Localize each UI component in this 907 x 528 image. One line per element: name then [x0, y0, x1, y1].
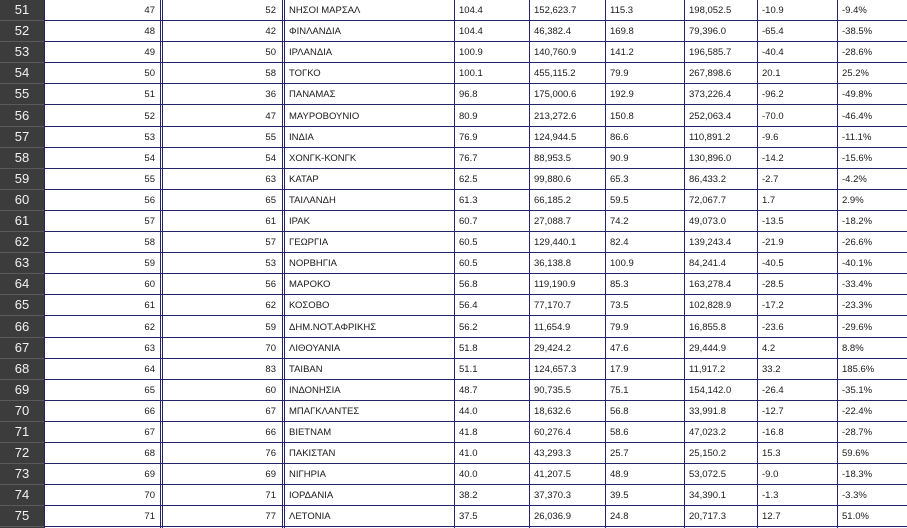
- gridline: [454, 0, 455, 528]
- value2-cell[interactable]: 455,115.2: [534, 68, 576, 80]
- value4-cell[interactable]: 198,052.5: [689, 5, 732, 16]
- country-cell[interactable]: ΙΟΡΔΑΝΙΑ: [289, 490, 334, 502]
- value4-cell[interactable]: 16,855.8: [689, 321, 726, 333]
- value2-cell[interactable]: 27,088.7: [534, 216, 571, 227]
- row-number[interactable]: 52: [0, 21, 44, 42]
- diff-cell[interactable]: 4.2: [762, 342, 776, 354]
- row-number[interactable]: 62: [0, 232, 44, 253]
- rank-cell[interactable]: 62: [144, 321, 155, 333]
- value3-cell[interactable]: 79.9: [610, 321, 629, 333]
- country-cell[interactable]: ΝΟΡΒΗΓΙΑ: [289, 258, 337, 270]
- value4-cell[interactable]: 86,433.2: [689, 173, 726, 185]
- rank-cell[interactable]: 50: [144, 68, 155, 80]
- rank-cell[interactable]: 64: [144, 363, 155, 375]
- rank-cell[interactable]: 49: [144, 47, 155, 59]
- value1-cell[interactable]: 80.9: [459, 110, 478, 122]
- value1-cell[interactable]: 60.5: [459, 237, 478, 249]
- row-number[interactable]: 68: [0, 359, 44, 380]
- diff-cell[interactable]: -13.5: [762, 216, 784, 227]
- row-number[interactable]: 70: [0, 401, 44, 422]
- value3-cell[interactable]: 58.6: [610, 427, 629, 438]
- gridline: [160, 0, 161, 528]
- percent-cell[interactable]: -11.1%: [842, 131, 872, 143]
- country-cell[interactable]: ΚΟΣΟΒΟ: [289, 300, 330, 312]
- value3-cell[interactable]: 59.5: [610, 194, 629, 206]
- country-cell[interactable]: ΝΙΓΗΡΙΑ: [289, 469, 326, 481]
- percent-cell[interactable]: -28.7%: [842, 427, 873, 438]
- value4-cell[interactable]: 154,142.0: [689, 384, 732, 396]
- value3-cell[interactable]: 25.7: [610, 448, 629, 460]
- prev-rank-cell[interactable]: 60: [265, 384, 276, 396]
- percent-cell[interactable]: 59.6%: [842, 448, 869, 460]
- value4-cell[interactable]: 267,898.6: [689, 68, 732, 80]
- value1-cell[interactable]: 61.3: [459, 194, 478, 206]
- diff-cell[interactable]: -23.6: [762, 321, 784, 333]
- value3-cell[interactable]: 73.5: [610, 300, 629, 312]
- rank-cell[interactable]: 60: [144, 279, 155, 291]
- value2-cell[interactable]: 43,293.3: [534, 448, 571, 460]
- country-cell[interactable]: ΦΙΝΛΑΝΔΙΑ: [289, 26, 341, 38]
- country-cell[interactable]: ΜΑΥΡΟΒΟΥΝΙΟ: [289, 110, 360, 122]
- value2-cell[interactable]: 26,036.9: [534, 511, 571, 523]
- percent-cell[interactable]: -3.3%: [842, 490, 867, 502]
- diff-cell[interactable]: -96.2: [762, 89, 784, 101]
- diff-cell[interactable]: -10.9: [762, 5, 784, 16]
- value4-cell[interactable]: 79,396.0: [689, 26, 726, 38]
- value1-cell[interactable]: 40.0: [459, 469, 478, 481]
- value3-cell[interactable]: 75.1: [610, 384, 629, 396]
- diff-cell[interactable]: -40.4: [762, 47, 784, 59]
- percent-cell[interactable]: -35.1%: [842, 384, 873, 396]
- diff-cell[interactable]: -9.0: [762, 469, 779, 481]
- prev-rank-cell[interactable]: 55: [265, 131, 276, 143]
- value4-cell[interactable]: 34,390.1: [689, 490, 726, 502]
- rank-cell[interactable]: 59: [144, 258, 155, 270]
- value2-cell[interactable]: 90,735.5: [534, 384, 571, 396]
- country-cell[interactable]: ΙΡΛΑΝΔΙΑ: [289, 47, 333, 59]
- rank-cell[interactable]: 65: [144, 384, 155, 396]
- value1-cell[interactable]: 37.5: [459, 511, 478, 523]
- country-cell[interactable]: ΝΗΣΟΙ ΜΑΡΣΑΛ: [289, 5, 361, 16]
- value2-cell[interactable]: 99,880.6: [534, 173, 571, 185]
- gridline: [605, 0, 606, 528]
- diff-cell[interactable]: 20.1: [762, 68, 781, 80]
- prev-rank-cell[interactable]: 62: [265, 300, 276, 312]
- percent-cell[interactable]: -18.3%: [842, 469, 873, 481]
- prev-rank-cell[interactable]: 71: [265, 490, 276, 502]
- value1-cell[interactable]: 96.8: [459, 89, 478, 101]
- rank-cell[interactable]: 57: [144, 216, 155, 227]
- value2-cell[interactable]: 175,000.6: [534, 89, 577, 101]
- value3-cell[interactable]: 141.2: [610, 47, 634, 59]
- diff-cell[interactable]: -65.4: [762, 26, 784, 38]
- value3-cell[interactable]: 90.9: [610, 152, 629, 164]
- gridline: [757, 0, 758, 528]
- prev-rank-cell[interactable]: 56: [265, 279, 276, 291]
- row-number[interactable]: 60: [0, 190, 44, 211]
- value3-cell[interactable]: 74.2: [610, 216, 629, 227]
- country-cell[interactable]: ΓΕΩΡΓΙΑ: [289, 237, 329, 249]
- row-number[interactable]: 64: [0, 274, 44, 295]
- rank-cell[interactable]: 66: [144, 405, 155, 417]
- prev-rank-cell[interactable]: 50: [265, 47, 276, 59]
- value4-cell[interactable]: 196,585.7: [689, 47, 732, 59]
- country-cell[interactable]: ΠΑΝΑΜΑΣ: [289, 89, 336, 101]
- rank-cell[interactable]: 58: [144, 237, 155, 249]
- value4-cell[interactable]: 252,063.4: [689, 110, 732, 122]
- value3-cell[interactable]: 86.6: [610, 131, 629, 143]
- row-number[interactable]: 55: [0, 84, 44, 105]
- rank-cell[interactable]: 51: [144, 89, 155, 101]
- row-number[interactable]: 73: [0, 464, 44, 485]
- rank-cell[interactable]: 53: [144, 131, 155, 143]
- row-number[interactable]: 58: [0, 148, 44, 169]
- percent-cell[interactable]: -22.4%: [842, 405, 873, 417]
- row-number[interactable]: 71: [0, 422, 44, 443]
- country-cell[interactable]: ΧΟΝΓΚ-ΚΟΝΓΚ: [289, 152, 357, 164]
- value1-cell[interactable]: 41.8: [459, 427, 478, 438]
- gridline: [529, 0, 530, 528]
- value2-cell[interactable]: 213,272.6: [534, 110, 577, 122]
- value4-cell[interactable]: 53,072.5: [689, 469, 726, 481]
- rank-cell[interactable]: 48: [144, 26, 155, 38]
- country-cell[interactable]: ΜΠΑΓΚΛΑΝΤΕΣ: [289, 405, 360, 417]
- value4-cell[interactable]: 47,023.2: [689, 427, 726, 438]
- percent-cell[interactable]: -33.4%: [842, 279, 873, 291]
- country-cell[interactable]: ΤΑΙΛΑΝΔΗ: [289, 194, 336, 206]
- country-cell[interactable]: ΔΗΜ.ΝΟΤ.ΑΦΡΙΚΗΣ: [289, 321, 377, 333]
- country-cell[interactable]: ΤΑΙΒΑΝ: [289, 363, 323, 375]
- country-cell[interactable]: ΒΙΕΤΝΑΜ: [289, 427, 332, 438]
- gridline: [684, 0, 685, 528]
- value3-cell[interactable]: 150.8: [610, 110, 634, 122]
- prev-rank-cell[interactable]: 69: [265, 469, 276, 481]
- value2-cell[interactable]: 129,440.1: [534, 237, 577, 249]
- percent-cell[interactable]: 185.6%: [842, 363, 875, 375]
- value3-cell[interactable]: 17.9: [610, 363, 629, 375]
- rank-cell[interactable]: 61: [144, 300, 155, 312]
- value3-cell[interactable]: 82.4: [610, 237, 629, 249]
- row-number[interactable]: 51: [0, 0, 44, 21]
- value1-cell[interactable]: 100.1: [459, 68, 483, 80]
- value4-cell[interactable]: 25,150.2: [689, 448, 726, 460]
- gridline: [284, 0, 285, 528]
- country-cell[interactable]: ΙΡΑΚ: [289, 216, 310, 227]
- prev-rank-cell[interactable]: 66: [265, 427, 276, 438]
- country-cell[interactable]: ΙΝΔΟΝΗΣΙΑ: [289, 384, 341, 396]
- country-cell[interactable]: ΙΝΔΙΑ: [289, 131, 314, 143]
- value1-cell[interactable]: 104.4: [459, 5, 483, 16]
- rank-cell[interactable]: 71: [144, 511, 155, 523]
- gridline: [162, 0, 163, 528]
- prev-rank-cell[interactable]: 76: [265, 448, 276, 460]
- value1-cell[interactable]: 60.5: [459, 258, 478, 270]
- prev-rank-cell[interactable]: 70: [265, 342, 276, 354]
- diff-cell[interactable]: -14.2: [762, 152, 784, 164]
- prev-rank-cell[interactable]: 58: [265, 68, 276, 80]
- value1-cell[interactable]: 44.0: [459, 405, 478, 417]
- gridline: [837, 0, 838, 528]
- value2-cell[interactable]: 152,623.7: [534, 5, 577, 16]
- row-number[interactable]: 67: [0, 338, 44, 359]
- value1-cell[interactable]: 41.0: [459, 448, 478, 460]
- value3-cell[interactable]: 100.9: [610, 258, 634, 270]
- diff-cell[interactable]: 15.3: [762, 448, 781, 460]
- value3-cell[interactable]: 24.8: [610, 511, 629, 523]
- percent-cell[interactable]: -46.4%: [842, 110, 873, 122]
- value1-cell[interactable]: 56.8: [459, 279, 478, 291]
- diff-cell[interactable]: -70.0: [762, 110, 784, 122]
- gridline: [45, 526, 907, 527]
- value1-cell[interactable]: 38.2: [459, 490, 478, 502]
- diff-cell[interactable]: -26.4: [762, 384, 784, 396]
- diff-cell[interactable]: -1.3: [762, 490, 779, 502]
- value3-cell[interactable]: 47.6: [610, 342, 629, 354]
- country-cell[interactable]: ΛΕΤΟΝΙΑ: [289, 511, 331, 523]
- row-number[interactable]: 53: [0, 42, 44, 63]
- value3-cell[interactable]: 192.9: [610, 89, 634, 101]
- value4-cell[interactable]: 11,917.2: [689, 363, 726, 375]
- value2-cell[interactable]: 11,654.9: [534, 321, 571, 333]
- row-number[interactable]: 61: [0, 211, 44, 232]
- value2-cell[interactable]: 119,190.9: [534, 279, 576, 291]
- diff-cell[interactable]: -21.9: [762, 237, 784, 249]
- row-number[interactable]: 59: [0, 169, 44, 190]
- value3-cell[interactable]: 56.8: [610, 405, 629, 417]
- rank-cell[interactable]: 47: [144, 5, 155, 16]
- diff-cell[interactable]: 33.2: [762, 363, 781, 375]
- row-number[interactable]: 72: [0, 443, 44, 464]
- country-cell[interactable]: ΚΑΤΑΡ: [289, 173, 319, 185]
- percent-cell[interactable]: -38.5%: [842, 26, 873, 38]
- value1-cell[interactable]: 51.1: [459, 363, 478, 375]
- country-cell[interactable]: ΠΑΚΙΣΤΑΝ: [289, 448, 336, 460]
- row-number[interactable]: 54: [0, 63, 44, 84]
- value4-cell[interactable]: 84,241.4: [689, 258, 726, 270]
- percent-cell[interactable]: -49.8%: [842, 89, 873, 101]
- percent-cell[interactable]: 8.8%: [842, 342, 864, 354]
- diff-cell[interactable]: 1.7: [762, 194, 776, 206]
- percent-cell[interactable]: -9.4%: [842, 5, 867, 16]
- diff-cell[interactable]: -17.2: [762, 300, 784, 312]
- row-number[interactable]: 56: [0, 106, 44, 127]
- value1-cell[interactable]: 76.7: [459, 152, 478, 164]
- value3-cell[interactable]: 48.9: [610, 469, 629, 481]
- percent-cell[interactable]: -28.6%: [842, 47, 873, 59]
- prev-rank-cell[interactable]: 47: [265, 110, 276, 122]
- diff-cell[interactable]: -9.6: [762, 131, 779, 143]
- value4-cell[interactable]: 163,278.4: [689, 279, 732, 291]
- value2-cell[interactable]: 77,170.7: [534, 300, 571, 312]
- prev-rank-cell[interactable]: 83: [265, 363, 276, 375]
- rank-cell[interactable]: 56: [144, 194, 155, 206]
- value2-cell[interactable]: 41,207.5: [534, 469, 571, 481]
- prev-rank-cell[interactable]: 57: [265, 237, 276, 249]
- value3-cell[interactable]: 115.3: [610, 5, 634, 16]
- value2-cell[interactable]: 37,370.3: [534, 490, 571, 502]
- diff-cell[interactable]: -2.7: [762, 173, 779, 185]
- value1-cell[interactable]: 100.9: [459, 47, 483, 59]
- row-number[interactable]: 66: [0, 317, 44, 338]
- prev-rank-cell[interactable]: 42: [265, 26, 276, 38]
- value2-cell[interactable]: 140,760.9: [534, 47, 577, 59]
- value4-cell[interactable]: 110,891.2: [689, 131, 731, 143]
- rank-cell[interactable]: 54: [144, 152, 155, 164]
- diff-cell[interactable]: 12.7: [762, 511, 781, 523]
- gridline: [44, 0, 45, 528]
- percent-cell[interactable]: -4.2%: [842, 173, 867, 185]
- rank-cell[interactable]: 52: [144, 110, 155, 122]
- row-number[interactable]: 57: [0, 127, 44, 148]
- value4-cell[interactable]: 139,243.4: [689, 237, 732, 249]
- value2-cell[interactable]: 46,382.4: [534, 26, 571, 38]
- rank-cell[interactable]: 67: [144, 427, 155, 438]
- diff-cell[interactable]: -40.5: [762, 258, 784, 270]
- row-number[interactable]: 75: [0, 506, 44, 527]
- row-number[interactable]: 65: [0, 295, 44, 316]
- value4-cell[interactable]: 373,226.4: [689, 89, 732, 101]
- percent-cell[interactable]: 2.9%: [842, 194, 864, 206]
- percent-cell[interactable]: -15.6%: [842, 152, 873, 164]
- value4-cell[interactable]: 130,896.0: [689, 152, 732, 164]
- rank-cell[interactable]: 68: [144, 448, 155, 460]
- value1-cell[interactable]: 62.5: [459, 173, 478, 185]
- value1-cell[interactable]: 51.8: [459, 342, 478, 354]
- value4-cell[interactable]: 102,828.9: [689, 300, 732, 312]
- prev-rank-cell[interactable]: 77: [265, 511, 276, 523]
- prev-rank-cell[interactable]: 65: [265, 194, 276, 206]
- value4-cell[interactable]: 72,067.7: [689, 194, 726, 206]
- prev-rank-cell[interactable]: 54: [265, 152, 276, 164]
- row-number[interactable]: 63: [0, 253, 44, 274]
- rank-cell[interactable]: 69: [144, 469, 155, 481]
- percent-cell[interactable]: -29.6%: [842, 321, 873, 333]
- value2-cell[interactable]: 36,138.8: [534, 258, 571, 270]
- value2-cell[interactable]: 124,657.3: [534, 363, 577, 375]
- rank-cell[interactable]: 55: [144, 173, 155, 185]
- diff-cell[interactable]: -28.5: [762, 279, 784, 291]
- value3-cell[interactable]: 79.9: [610, 68, 629, 80]
- prev-rank-cell[interactable]: 59: [265, 321, 276, 333]
- rank-cell[interactable]: 70: [144, 490, 155, 502]
- country-cell[interactable]: ΜΑΡΟΚΟ: [289, 279, 331, 291]
- value2-cell[interactable]: 88,953.5: [534, 152, 571, 164]
- value1-cell[interactable]: 104.4: [459, 26, 483, 38]
- diff-cell[interactable]: -16.8: [762, 427, 784, 438]
- value3-cell[interactable]: 169.8: [610, 26, 634, 38]
- value4-cell[interactable]: 29,444.9: [689, 342, 726, 354]
- percent-cell[interactable]: 25.2%: [842, 68, 869, 80]
- value1-cell[interactable]: 76.9: [459, 131, 478, 143]
- percent-cell[interactable]: 51.0%: [842, 511, 869, 523]
- percent-cell[interactable]: -26.6%: [842, 237, 873, 249]
- value2-cell[interactable]: 29,424.2: [534, 342, 571, 354]
- value4-cell[interactable]: 33,991.8: [689, 405, 726, 417]
- value1-cell[interactable]: 48.7: [459, 384, 478, 396]
- value3-cell[interactable]: 39.5: [610, 490, 629, 502]
- prev-rank-cell[interactable]: 52: [265, 5, 276, 16]
- value3-cell[interactable]: 85.3: [610, 279, 629, 291]
- percent-cell[interactable]: -18.2%: [842, 216, 873, 227]
- country-cell[interactable]: ΤΟΓΚΟ: [289, 68, 321, 80]
- value1-cell[interactable]: 56.2: [459, 321, 478, 333]
- prev-rank-cell[interactable]: 53: [265, 258, 276, 270]
- prev-rank-cell[interactable]: 67: [265, 405, 276, 417]
- value4-cell[interactable]: 49,073.0: [689, 216, 726, 227]
- value1-cell[interactable]: 60.7: [459, 216, 478, 227]
- country-cell[interactable]: ΛΙΘΟΥΑΝΙΑ: [289, 342, 341, 354]
- prev-rank-cell[interactable]: 36: [265, 89, 276, 101]
- value2-cell[interactable]: 124,944.5: [534, 131, 577, 143]
- prev-rank-cell[interactable]: 63: [265, 173, 276, 185]
- diff-cell[interactable]: -12.7: [762, 405, 784, 417]
- gridline: [282, 0, 283, 528]
- value2-cell[interactable]: 60,276.4: [534, 427, 571, 438]
- row-number[interactable]: 74: [0, 485, 44, 506]
- value4-cell[interactable]: 20,717.3: [689, 511, 726, 523]
- value2-cell[interactable]: 66,185.2: [534, 194, 571, 206]
- value3-cell[interactable]: 65.3: [610, 173, 629, 185]
- prev-rank-cell[interactable]: 61: [265, 216, 276, 227]
- rank-cell[interactable]: 63: [144, 342, 155, 354]
- value1-cell[interactable]: 56.4: [459, 300, 478, 312]
- value2-cell[interactable]: 18,632.6: [534, 405, 571, 417]
- row-number[interactable]: 69: [0, 380, 44, 401]
- percent-cell[interactable]: -23.3%: [842, 300, 873, 312]
- percent-cell[interactable]: -40.1%: [842, 258, 873, 270]
